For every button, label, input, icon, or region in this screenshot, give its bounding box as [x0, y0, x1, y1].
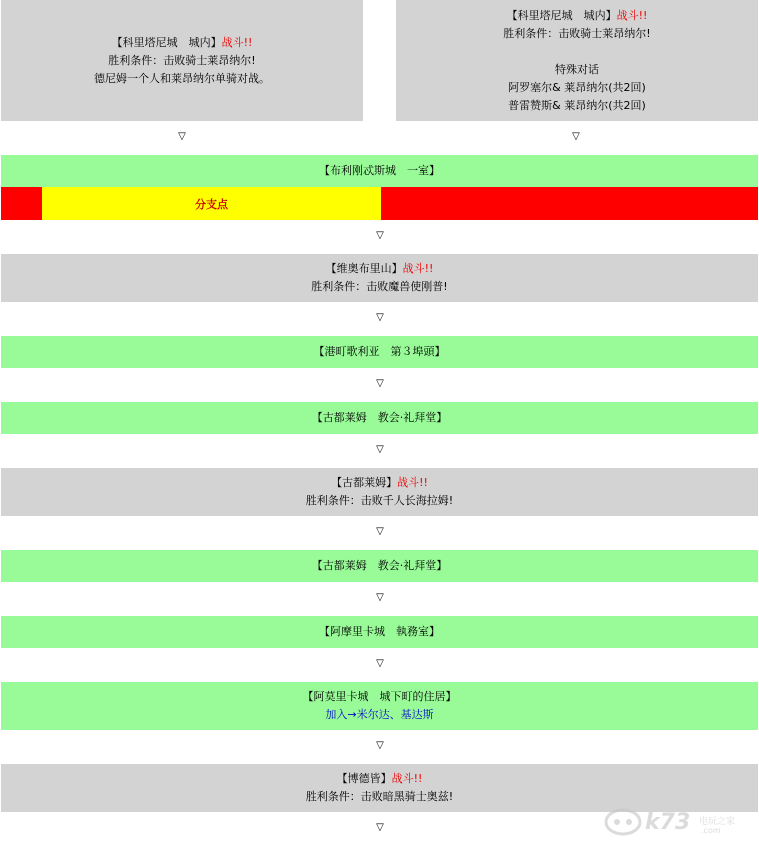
event-box-amoric-town — [1, 682, 758, 730]
branch-point-label: 分支点 — [195, 197, 228, 211]
down-arrow-icon: ▽ — [376, 822, 384, 833]
event-box-leim-chapel-1 — [1, 402, 758, 434]
event-title: 【古都莱姆】战斗!! — [331, 476, 428, 489]
down-arrow-icon: ▽ — [376, 444, 384, 455]
special-dialogue-2: 普雷赞斯& 莱昂纳尔(共2回) — [508, 98, 646, 112]
event-box-viobri — [1, 254, 758, 302]
victory-condition: 胜利条件：击败骑士莱昂纳尔! — [108, 53, 256, 67]
event-title: 【阿摩里卡城 執務室】 — [319, 625, 440, 638]
down-arrow-icon: ▽ — [376, 740, 384, 751]
victory-condition: 胜利条件：击败暗黑骑士奥兹! — [305, 790, 454, 803]
event-box-kolitani-left — [1, 0, 363, 121]
event-title: 【布利刚忒斯城 一室】 — [319, 164, 440, 177]
party-join-note: 加入→米尔达、基达斯 — [325, 708, 434, 721]
event-box-leim-chapel-2 — [1, 550, 758, 582]
gamepad-logo-icon — [603, 802, 643, 838]
event-box-brigantes — [1, 155, 758, 187]
down-arrow-icon: ▽ — [572, 131, 580, 142]
watermark-domain: .com — [701, 826, 721, 835]
event-title: 【古都莱姆 教会·礼拜堂】 — [311, 411, 448, 424]
special-dialogue-1: 阿罗塞尔& 莱昂纳尔(共2回) — [508, 80, 646, 94]
down-arrow-icon: ▽ — [376, 378, 384, 389]
event-note: 德尼姆一个人和莱昂纳尔单骑对战。 — [94, 71, 270, 85]
event-title: 【科里塔尼城 城内】战斗!! — [111, 35, 253, 49]
event-title: 【港町歌利亚 第３埠頭】 — [313, 345, 446, 358]
victory-condition: 胜利条件：击败千人长海拉姆! — [305, 494, 454, 507]
down-arrow-icon: ▽ — [178, 131, 186, 142]
watermark-logo-text: k73 — [645, 810, 691, 835]
down-arrow-icon: ▽ — [376, 592, 384, 603]
event-title: 【科里塔尼城 城内】战斗!! — [506, 8, 648, 22]
event-box-kolitani-right — [396, 0, 758, 121]
branch-point-label-box — [42, 187, 381, 220]
down-arrow-icon: ▽ — [376, 230, 384, 241]
event-title: 【古都莱姆 教会·礼拜堂】 — [311, 559, 448, 572]
site-watermark — [603, 802, 753, 840]
event-box-goliath — [1, 336, 758, 368]
special-dialogue-label: 特殊对话 — [555, 62, 599, 76]
down-arrow-icon: ▽ — [376, 526, 384, 537]
watermark-tagline: 电玩之家 — [699, 817, 736, 827]
down-arrow-icon: ▽ — [376, 312, 384, 323]
event-title: 【阿莫里卡城 城下町的住居】 — [302, 690, 457, 703]
branch-point-bar — [1, 187, 758, 220]
victory-condition: 胜利条件：击败骑士莱昂纳尔! — [503, 26, 651, 40]
event-title: 【维奥布里山】战斗!! — [325, 262, 434, 275]
victory-condition: 胜利条件：击败魔兽使刚普! — [311, 280, 448, 293]
event-title: 【博德皆】战斗!! — [336, 772, 423, 785]
event-box-leim-battle — [1, 468, 758, 516]
event-box-amoric-office — [1, 616, 758, 648]
down-arrow-icon: ▽ — [376, 658, 384, 669]
